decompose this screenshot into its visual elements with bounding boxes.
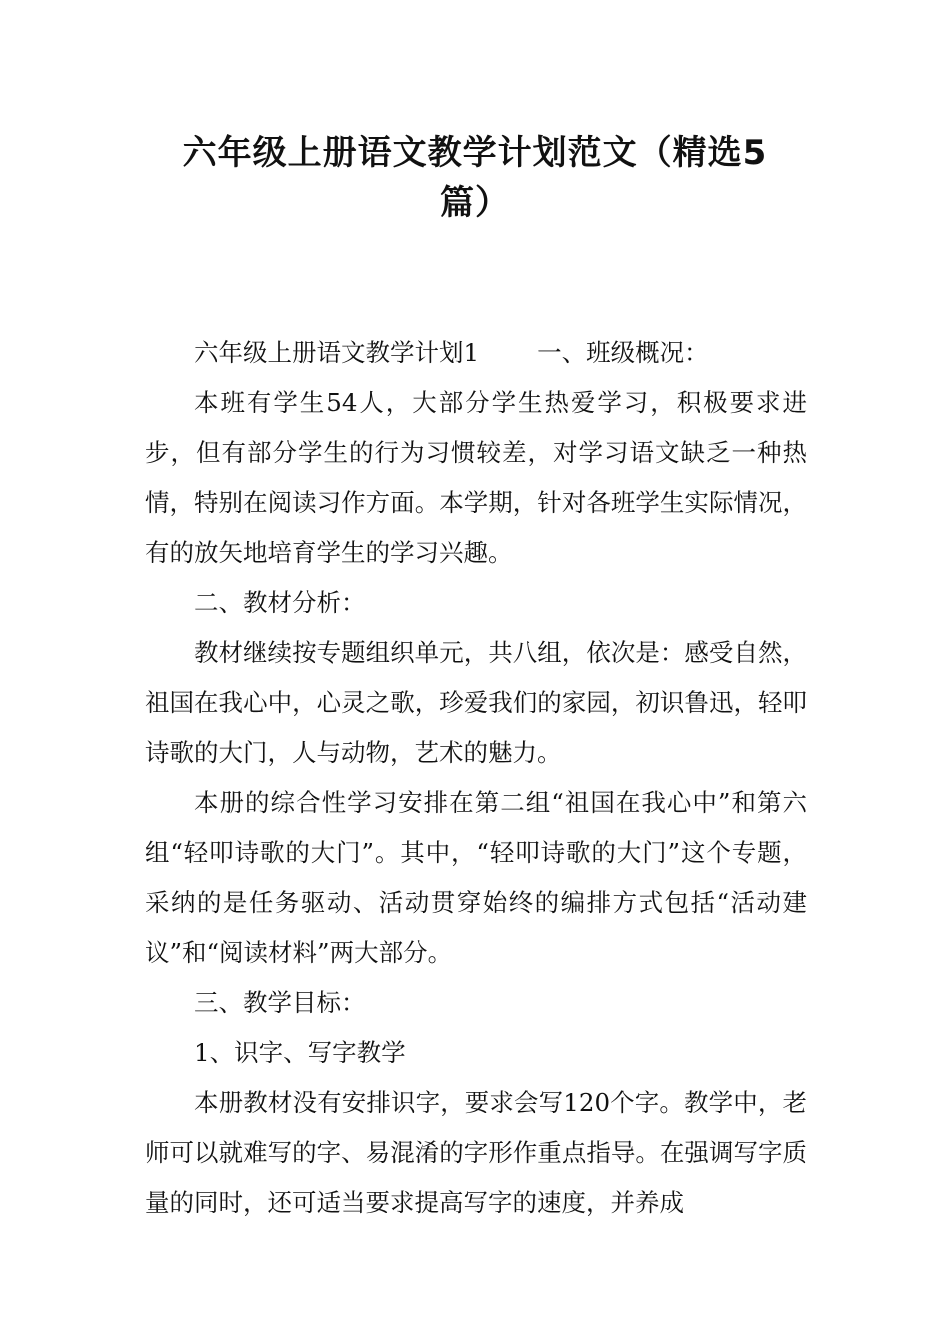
subheading-writing-instruction: 1、识字、写字教学 xyxy=(194,1038,406,1067)
paragraph-writing-requirements: 本册教材没有安排识字，要求会写120个字。教学中，老师可以就难写的字、易混淆的字形作重点指导。在强调写字质量的同时，还可适当要求提高写字的速度，并养成 xyxy=(145,1088,807,1217)
section-heading-class-overview: 一、班级概况： xyxy=(537,338,709,367)
document-title-line-1: 六年级上册语文教学计划范文（精选5 xyxy=(182,133,768,173)
paragraph-class-overview: 本班有学生54人，大部分学生热爱学习，积极要求进步，但有部分学生的行为习惯较差，对学习语文缺乏一种热情，特别在阅读习作方面。本学期，针对各班学生实际情况，有的放矢地培育学生的学习兴趣。 xyxy=(145,388,807,567)
document-title xyxy=(120,128,830,228)
paragraph-textbook-units: 教材继续按专题组织单元，共八组，依次是：感受自然，祖国在我心中，心灵之歌，珍爱我们的家园，初识鲁迅，轻叩诗歌的大门，人与动物，艺术的魅力。 xyxy=(145,638,807,767)
plan-heading: 六年级上册语文教学计划1 xyxy=(194,338,480,367)
section-heading-teaching-goals: 三、教学目标： xyxy=(194,988,366,1017)
plan-heading-paragraph xyxy=(145,328,807,378)
paragraph-integrated-learning: 本册的综合性学习安排在第二组“祖国在我心中”和第六组“轻叩诗歌的大门”。其中，“轻叩诗歌的大门”这个专题，采纳的是任务驱动、活动贯穿始终的编排方式包括“活动建议”和“阅读材料”两大部分。 xyxy=(145,788,807,967)
document-body xyxy=(145,328,807,1228)
document-title-line-2: 篇） xyxy=(440,183,510,223)
section-heading-textbook-analysis: 二、教材分析： xyxy=(194,588,366,617)
